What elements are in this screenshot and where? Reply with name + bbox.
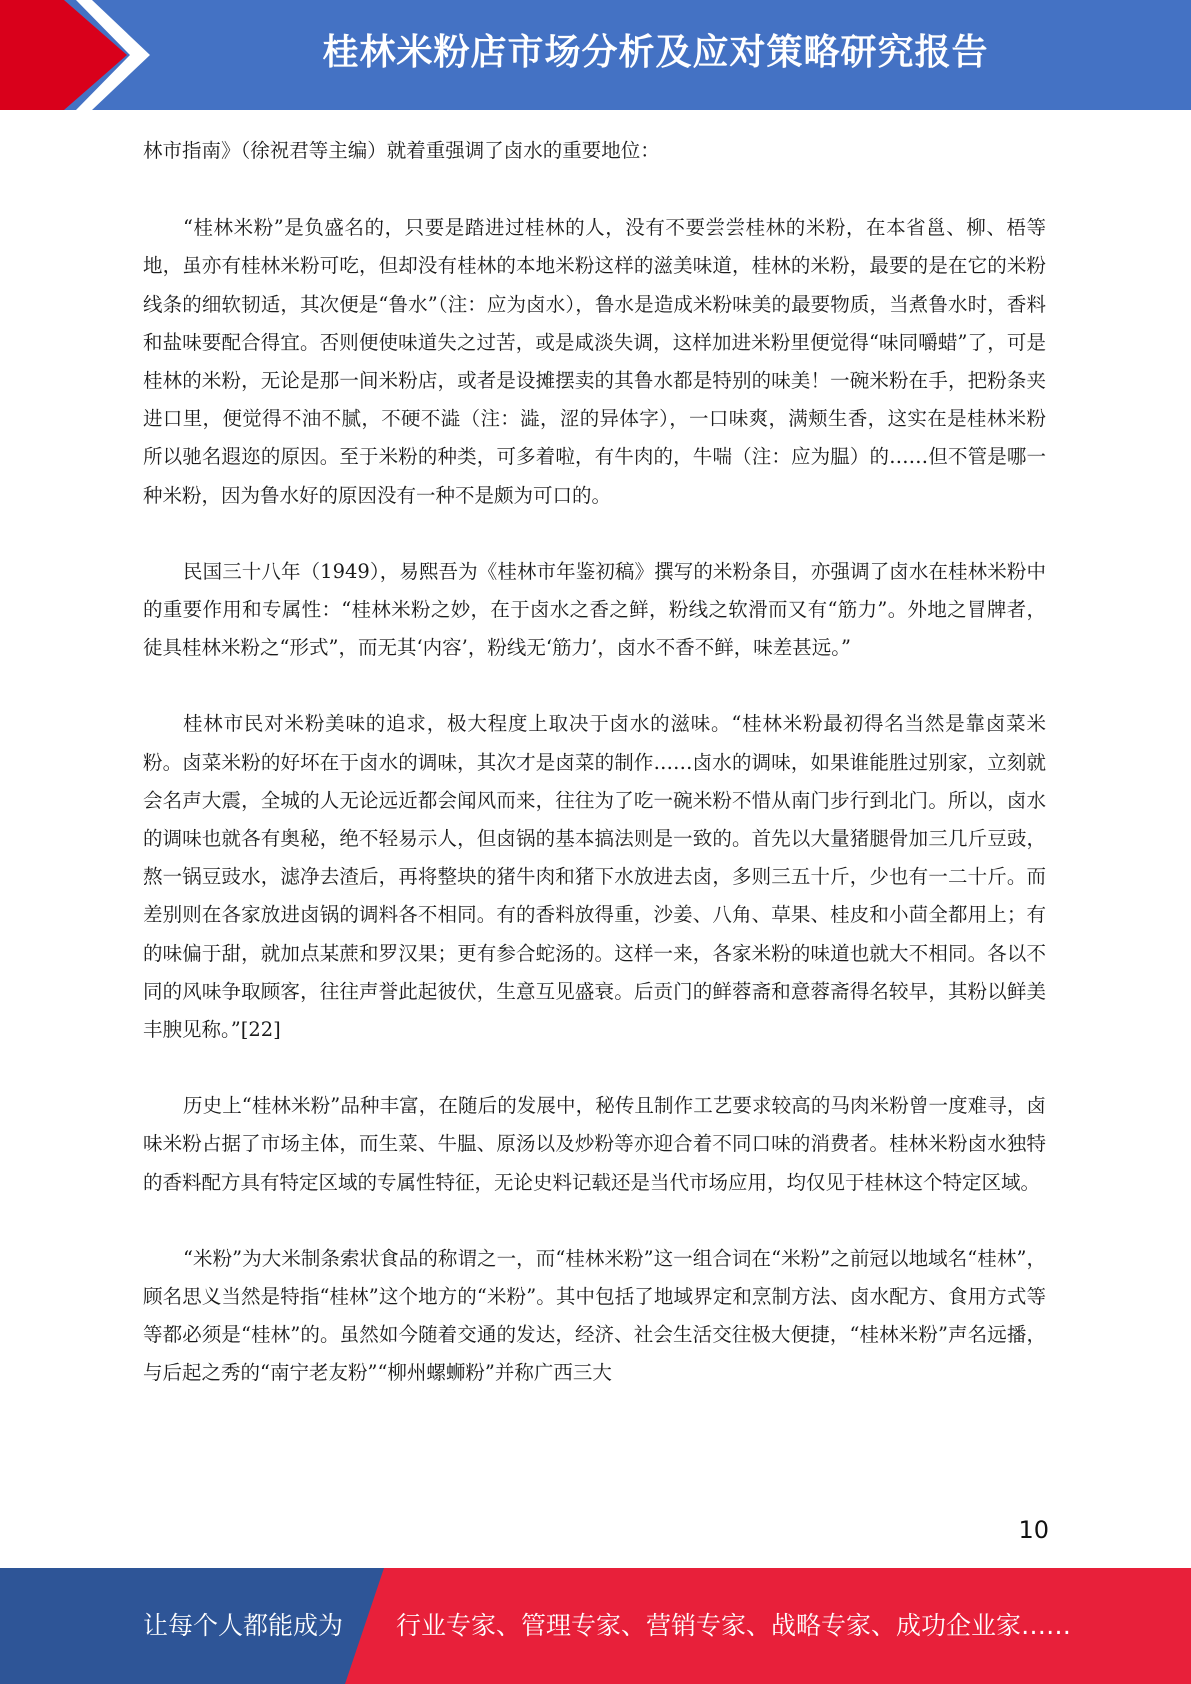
page-number: 10 [1018, 1516, 1049, 1544]
document-title: 桂林米粉店市场分析及应对策略研究报告 [322, 32, 989, 73]
paragraph: “米粉”为大米制条索状食品的称谓之一，而“桂林米粉”这一组合词在“米粉”之前冠以地域名“桂林”，顾名思义当然是特指“桂林”这个地方的“米粉”。其中包括了地域界定和烹制方法、卤水配方、食用方式等等都必须是“桂林”的。虽然如今随着交通的发达，经济、社会生活交往极大便捷，“桂林米粉”声名远播，与后起之秀的“南宁老友粉”“柳州螺蛳粉”并称广西三大 [143, 1246, 1046, 1385]
paragraph: 历史上“桂林米粉”品种丰富，在随后的发展中，秘传且制作工艺要求较高的马肉米粉曾一度难寻，卤味米粉占据了市场主体，而生菜、牛腽、原汤以及炒粉等亦迎合着不同口味的消费者。桂林米粉卤水独特的香料配方具有特定区域的专属性特征，无论史料记载还是当代市场应用，均仅见于桂林这个特定区域。 [143, 1094, 1046, 1194]
footer-slogan-right: 行业专家、管理专家、营销专家、战略专家、成功企业家…… [396, 1611, 1072, 1640]
paragraph: 林市指南》（徐祝君等主编）就着重强调了卤水的重要地位： [143, 139, 660, 162]
paragraph: 民国三十八年（1949），易熙吾为《桂林市年鉴初稿》撰写的米粉条目，亦强调了卤水在桂林米粉中的重要作用和专属性：“桂林米粉之妙，在于卤水之香之鲜，粉线之软滑而又有“筋力”。外地之冒牌者，徒具桂林米粉之“形式”，而无其‘内容’，粉线无‘筋力’，卤水不香不鲜，味差甚远。” [143, 559, 1046, 660]
paragraph: 桂林市民对米粉美味的追求，极大程度上取决于卤水的滋味。“桂林米粉最初得名当然是靠卤菜米粉。卤菜米粉的好坏在于卤水的调味，其次才是卤菜的制作……卤水的调味，如果谁能胜过别家，立刻就会名声大震，全城的人无论远近都会闻风而来，往往为了吃一碗米粉不惜从南门步行到北门。所以，卤水的调味也就各有奥秘，绝不轻易示人，但卤锅的基本搞法则是一致的。首先以大量猪腿骨加三几斤豆豉，熬一锅豆豉水，滤净去渣后，再将整块的猪牛肉和猪下水放进去卤，多则三五十斤，少也有一二十斤。而差别则在各家放进卤锅的调料各不相同。有的香料放得重，沙姜、八角、草果、桂皮和小茴全都用上；有的味偏于甜，就加点某蔗和罗汉果；更有参合蛇汤的。这样一来，各家米粉的味道也就大不相同。各以不同的风味争取顾客，往往声誉此起彼伏，生意互见盛衰。后贡门的鲜蓉斋和意蓉斋得名较早，其粉以鲜美丰腴见称。”[22] [143, 712, 1046, 1042]
footer-banner [0, 1568, 1191, 1684]
paragraph: “桂林米粉”是负盛名的，只要是踏进过桂林的人，没有不要尝尝桂林的米粉，在本省邕、柳、梧等地，虽亦有桂林米粉可吃，但却没有桂林的本地米粉这样的滋美味道，桂林的米粉，最要的是在它的米粉线条的细软韧适，其次便是“鲁水”（注：应为卤水），鲁水是造成米粉味美的最要物质，当煮鲁水时，香料和盐味要配合得宜。否则便使味道失之过苦，或是咸淡失调，这样加进米粉里便觉得“味同嚼蜡”了，可是桂林的米粉，无论是那一间米粉店，或者是设摊摆卖的其鲁水都是特别的味美！一碗米粉在手，把粉条夹进口里，便觉得不油不腻，不硬不澁（注：澁，涩的异体字），一口味爽，满颊生香，这实在是桂林米粉所以驰名遐迩的原因。至于米粉的种类，可多着啦，有牛肉的，牛喘（注：应为腽）的……但不管是哪一种米粉，因为鲁水好的原因没有一种不是颇为可口的。 [143, 216, 1046, 507]
document-body [143, 132, 1046, 1393]
footer-slogan-left: 让每个人都能成为 [143, 1611, 344, 1640]
header-banner [0, 0, 1191, 110]
